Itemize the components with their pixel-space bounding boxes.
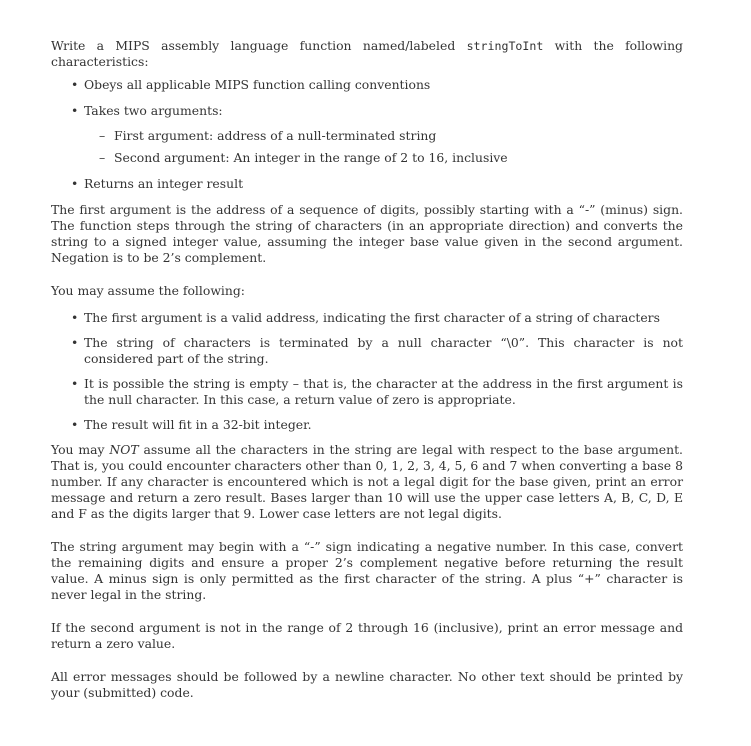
list-item bbox=[51, 176, 683, 192]
function-name: stringToInt bbox=[466, 39, 544, 53]
bullet-icon: • bbox=[71, 310, 79, 325]
description-paragraph: The first argument is the address of a sequence of digits, possibly starting with a “-” (minus) sign. The function steps through the string of characters (in an appropriate direction) and converts the string to a signed integer value, assuming the integer base value given in the second argument. Negation is to be 2’s complement. bbox=[51, 202, 683, 265]
not-assume-paragraph bbox=[51, 442, 683, 522]
errors-paragraph: All error messages should be followed by a newline character. No other text should be printed by your (submitted) code. bbox=[51, 669, 683, 700]
list-item bbox=[51, 417, 683, 433]
intro-paragraph bbox=[51, 38, 683, 70]
bullet-icon: • bbox=[71, 376, 79, 391]
list-item bbox=[51, 77, 683, 93]
bullet-icon: • bbox=[71, 417, 79, 432]
bullet-icon: • bbox=[71, 176, 79, 191]
range-paragraph: If the second argument is not in the range of 2 through 16 (inclusive), print an error message and return a zero value. bbox=[51, 620, 683, 651]
list-item bbox=[51, 103, 683, 166]
sub-list-item bbox=[84, 128, 683, 144]
list-item-text: Returns an integer result bbox=[84, 176, 244, 191]
bullet-icon: • bbox=[71, 103, 79, 118]
assume-heading: You may assume the following: bbox=[51, 283, 245, 298]
bullet-icon: • bbox=[71, 335, 79, 350]
not-assume-after: assume all the characters in the string are legal with respect to the base argument. That is, you could encounter characters other than 0, 1, 2, 3, 4, 5, 6 and 7 when converting a base 8 number. If any character is encountered which is not a legal digit for the base given, print an error message and return a zero result. Bases larger than 10 will use the upper case letters A, B, C, D, E and F as the digits larger that 9. Lower case letters are not legal digits. bbox=[51, 442, 683, 521]
intro-text-before: Write a MIPS assembly language function named/labeled bbox=[51, 38, 467, 53]
characteristics-list bbox=[51, 77, 683, 192]
sub-list-item-text: Second argument: An integer in the range of 2 to 16, inclusive bbox=[114, 150, 508, 165]
list-item bbox=[51, 310, 683, 326]
list-item-text: Obeys all applicable MIPS function calling conventions bbox=[84, 77, 431, 92]
list-item-text: The string of characters is terminated by a null character “\0”. This character is not considered part of the string. bbox=[84, 335, 683, 366]
list-item-text: It is possible the string is empty – that is, the character at the address in the first argument is the null character. In this case, a return value of zero is appropriate. bbox=[84, 376, 683, 407]
sub-list-item bbox=[84, 150, 683, 166]
dash-icon: – bbox=[99, 128, 106, 143]
list-item bbox=[51, 335, 683, 367]
negative-paragraph: The string argument may begin with a “-” sign indicating a negative number. In this case, convert the remaining digits and ensure a proper 2’s complement negative before returning the result value. A minus sign is only permitted as the first character of the string. A plus “+” character is never legal in the string. bbox=[51, 539, 683, 602]
list-item-text: The result will fit in a 32-bit integer. bbox=[84, 417, 312, 432]
not-emphasis: NOT bbox=[109, 442, 139, 457]
list-item bbox=[51, 376, 683, 408]
dash-icon: – bbox=[99, 150, 106, 165]
sub-list-item-text: First argument: address of a null-terminated string bbox=[114, 128, 437, 143]
list-item-text: Takes two arguments: bbox=[84, 103, 223, 118]
arguments-list bbox=[84, 128, 683, 166]
not-assume-before: You may bbox=[51, 442, 110, 457]
bullet-icon: • bbox=[71, 77, 79, 92]
list-item-text: The first argument is a valid address, indicating the first character of a string of characters bbox=[84, 310, 660, 325]
intro-text-after: with the following characteristics: bbox=[51, 38, 683, 69]
assumptions-list bbox=[51, 310, 683, 433]
